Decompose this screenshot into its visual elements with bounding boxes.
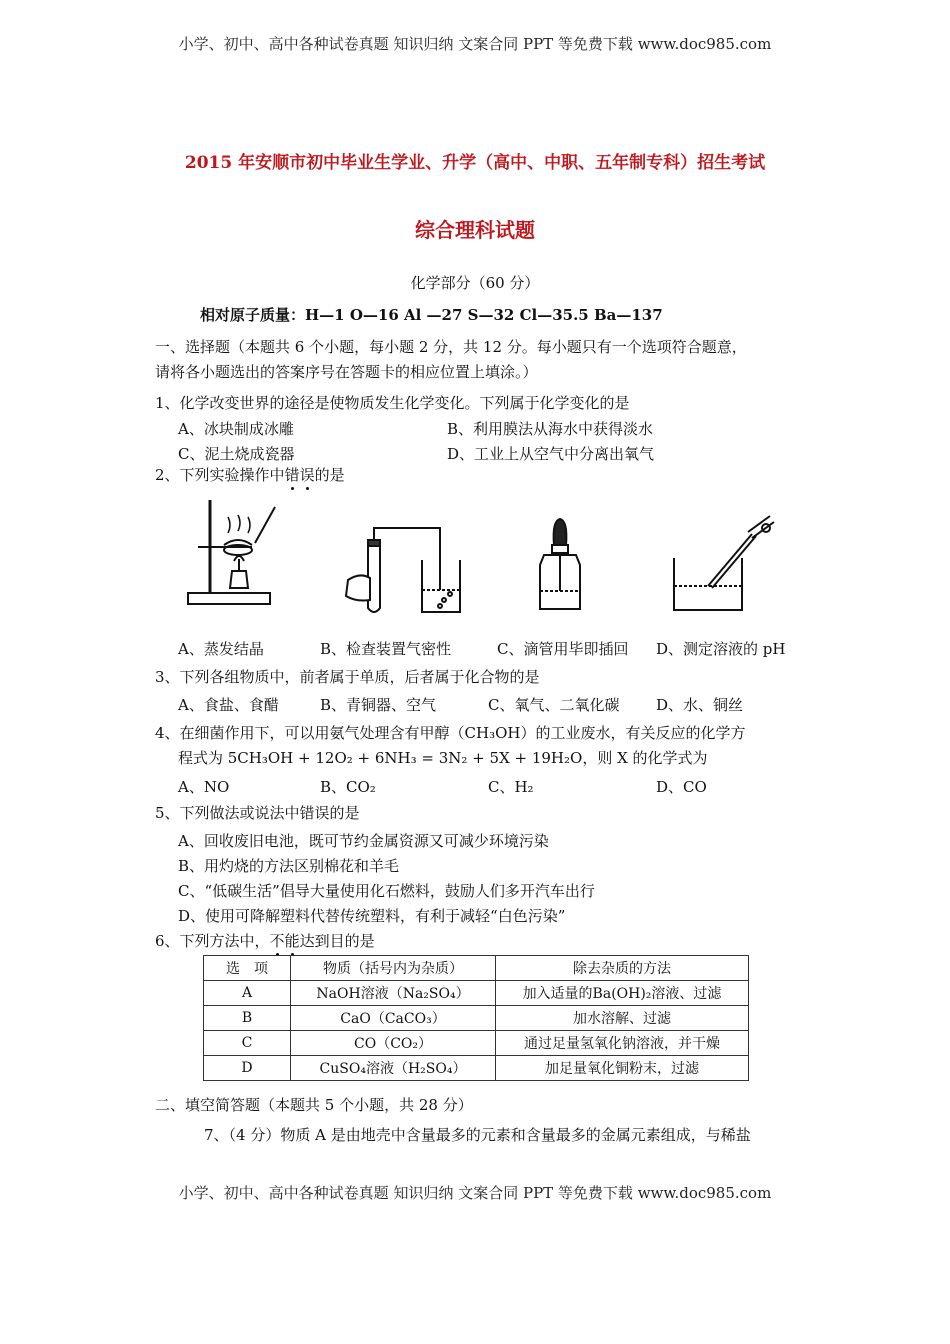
table-row	[204, 1006, 749, 1031]
q4-option-a: A、NO	[178, 778, 230, 796]
table-row	[204, 1056, 749, 1081]
q3-option-b: B、青铜器、空气	[320, 696, 437, 714]
table-header-row	[204, 956, 749, 981]
q2-stem	[155, 464, 345, 485]
q5-option-b: B、用灼烧的方法区别棉花和羊毛	[178, 857, 400, 875]
part1-instructions-line2: 请将各小题选出的答案序号在答题卡的相应位置上填涂。）	[155, 363, 538, 381]
q2-option-a: A、蒸发结晶	[178, 640, 264, 658]
q3-option-d: D、水、铜丝	[656, 696, 744, 714]
table-cell: CaO（CaCO₃）	[291, 1006, 496, 1031]
table-cell: 加足量氧化铜粉末，过滤	[496, 1056, 749, 1081]
q2-stem-post: 的是	[314, 466, 345, 484]
table-header-cell: 选 项	[204, 956, 291, 981]
q2-option-c: C、滴管用毕即插回	[497, 640, 629, 658]
table-row	[204, 981, 749, 1006]
q4-stem-line1: 4、在细菌作用下，可以用氨气处理含有甲醇（CH₃OH）的工业废水，有关反应的化学方	[155, 724, 746, 742]
part1-instructions-line1: 一、选择题（本题共 6 个小题，每小题 2 分，共 12 分。每小题只有一个选项符合题意，	[155, 338, 747, 356]
page-header: 小学、初中、高中各种试卷真题 知识归纳 文案合同 PPT 等免费下载 www.doc985.com	[178, 35, 772, 53]
exam-title: 2015 年安顺市初中毕业生学业、升学（高中、中职、五年制专科）招生考试	[184, 153, 766, 173]
q2-emphasis-1: 错	[284, 466, 300, 484]
table-cell: B	[204, 1006, 291, 1031]
q1-option-c: C、泥土烧成瓷器	[178, 445, 295, 463]
table-cell: 加水溶解、过滤	[496, 1006, 749, 1031]
q5-option-a: A、回收废旧电池，既可节约金属资源又可减少环境污染	[178, 832, 549, 850]
table-cell: D	[204, 1056, 291, 1081]
figure-evaporation	[180, 495, 280, 615]
q1-option-b: B、利用膜法从海水中获得淡水	[447, 420, 654, 438]
q5-stem: 5、下列做法或说法中错误的是	[155, 804, 360, 822]
table-cell: 通过足量氢氧化钠溶液，并干燥	[496, 1031, 749, 1056]
section-heading: 化学部分（60 分）	[410, 274, 540, 292]
q3-option-a: A、食盐、食醋	[178, 696, 279, 714]
q4-option-d: D、CO	[656, 778, 707, 796]
q2-option-d: D、测定溶液的 pH	[656, 640, 786, 658]
q6-stem-post: 达到目的是	[299, 932, 375, 950]
q5-option-d: D、使用可降解塑料代替传统塑料，有利于减轻“白色污染”	[178, 907, 566, 925]
table-cell: CO（CO₂）	[291, 1031, 496, 1056]
q2-stem-pre: 2、下列实验操作中	[155, 466, 285, 484]
q4-option-b: B、CO₂	[320, 778, 376, 796]
q3-stem: 3、下列各组物质中，前者属于单质，后者属于化合物的是	[155, 668, 540, 686]
q3-option-c: C、氧气、二氧化碳	[488, 696, 620, 714]
page-footer: 小学、初中、高中各种试卷真题 知识归纳 文案合同 PPT 等免费下载 www.doc985.com	[178, 1184, 772, 1202]
exam-subtitle: 综合理科试题	[415, 218, 535, 242]
q1-option-d: D、工业上从空气中分离出氧气	[447, 445, 655, 463]
q6-stem	[155, 930, 375, 951]
table-row	[204, 1031, 749, 1056]
q2-option-b: B、检查装置气密性	[320, 640, 452, 658]
q5-option-c: C、“低碳生活”倡导大量使用化石燃料，鼓励人们多开汽车出行	[178, 882, 595, 900]
table-cell: CuSO₄溶液（H₂SO₄）	[291, 1056, 496, 1081]
table-header-cell: 物质（括号内为杂质）	[291, 956, 496, 981]
q1-stem: 1、化学改变世界的途径是使物质发生化学变化。下列属于化学变化的是	[155, 394, 630, 412]
table-cell: C	[204, 1031, 291, 1056]
q6-options-table	[203, 955, 749, 1081]
figure-airtightness	[340, 520, 470, 620]
q6-emphasis-1: 不	[269, 932, 285, 950]
table-header-cell: 除去杂质的方法	[496, 956, 749, 981]
table-cell: 加入适量的Ba(OH)₂溶液、过滤	[496, 981, 749, 1006]
q4-stem-line2: 程式为 5CH₃OH + 12O₂ + 6NH₃ = 3N₂ + 5X + 19H₂O，则 X 的化学式为	[178, 749, 708, 767]
q1-option-a: A、冰块制成冰雕	[178, 420, 294, 438]
q6-emphasis-2: 能	[284, 932, 300, 950]
table-cell: A	[204, 981, 291, 1006]
figure-ph-test	[660, 510, 780, 615]
q2-emphasis-2: 误	[299, 466, 315, 484]
figure-dropper	[530, 515, 590, 615]
atomic-masses: 相对原子质量：H—1 O—16 Al —27 S—32 Cl—35.5 Ba—137	[200, 306, 663, 324]
table-cell: NaOH溶液（Na₂SO₄）	[291, 981, 496, 1006]
q7-stem: 7、（4 分）物质 A 是由地壳中含量最多的元素和含量最多的金属元素组成，与稀盐	[204, 1126, 751, 1144]
part2-heading: 二、填空简答题（本题共 5 个小题，共 28 分）	[155, 1096, 473, 1114]
q6-stem-pre: 6、下列方法中，	[155, 932, 270, 950]
q4-option-c: C、H₂	[488, 778, 534, 796]
